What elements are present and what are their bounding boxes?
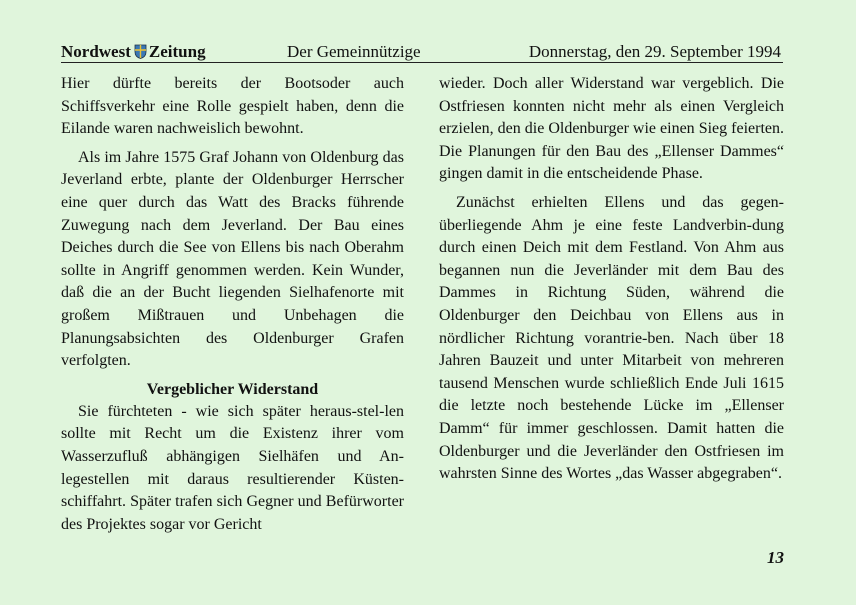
page-number: 13	[767, 548, 784, 567]
paragraph: Sie fürchteten - wie sich später heraus-stel-len sollte mit Recht um die Existenz ihrer vom Wasserzufluß abhängigen Sielhäfen und An-legestellen mit daraus resultierender Küsten-schiffahrt. Später trafen sich Gegner und Befürworter des Projektes sogar vor Gericht	[61, 402, 404, 533]
section-heading: Vergeblicher Widerstand	[146, 380, 319, 398]
paragraph: Als im Jahre 1575 Graf Johann von Oldenburg das Jeverland erbte, plante der Oldenburger Herrscher eine quer durch das Watt des Bracks führende Zuwegung nach dem Jeverland. Der Bau eines Deiches durch die See von Ellens bis nach Oberahm sollte in Angriff genommen werden. Kein Wunder, daß die an der Bucht liegenden Sielhafenorte mit großem Mißtrauen und Unbehagen die Planungsabsichten des Oldenburger Grafen verfolgten.	[61, 148, 404, 370]
paragraph: Hier dürfte bereits der Bootsoder auch Schiffsverkehr eine Rolle gespielt haben, denn die Eilande waren nachweislich bewohnt.	[61, 75, 404, 138]
crest-icon	[134, 44, 147, 59]
issue-date: Donnerstag, den 29. September 1994	[528, 42, 781, 61]
left-column	[61, 73, 404, 536]
newspaper-name	[61, 41, 206, 63]
paragraph: wieder. Doch aller Widerstand war vergeblich. Die Ostfriesen konnten nicht mehr als einen Vergleich erzielen, den die Oldenburger wie einen Sieg feierten. Die Planungen für den Bau des „Ellenser Dammes“ gingen damit in die entscheidende Phase.	[439, 75, 784, 183]
newspaper-name-part1: Nordwest	[61, 42, 131, 61]
right-column	[439, 73, 784, 492]
section-title: Der Gemeinnützige	[287, 42, 421, 61]
page-header	[61, 40, 783, 63]
paragraph: Zunächst erhielten Ellens und das gegen-überliegende Ahm je eine feste Landverbin-dung durch einen Deich mit dem Festland. Von Ahm aus begannen nun die Jeverländer mit dem Bau des Dammes in Richtung Süden, während die Oldenburger den Deichbau von Ellens aus in nördlicher Richtung vorantrie-ben. Nach über 18 Jahren Bauzeit und unter Mitarbeit von mehreren tausend Menschen wurde schließlich Ende Juli 1615 die letzte noch bestehende Lücke im „Ellenser Damm“ für immer geschlossen. Damit hatten die Oldenburger und die Jeverländer den Ostfriesen im wahrsten Sinne des Wortes „das Wasser abgegraben“.	[439, 193, 784, 483]
newspaper-name-part2: Zeitung	[148, 42, 206, 61]
